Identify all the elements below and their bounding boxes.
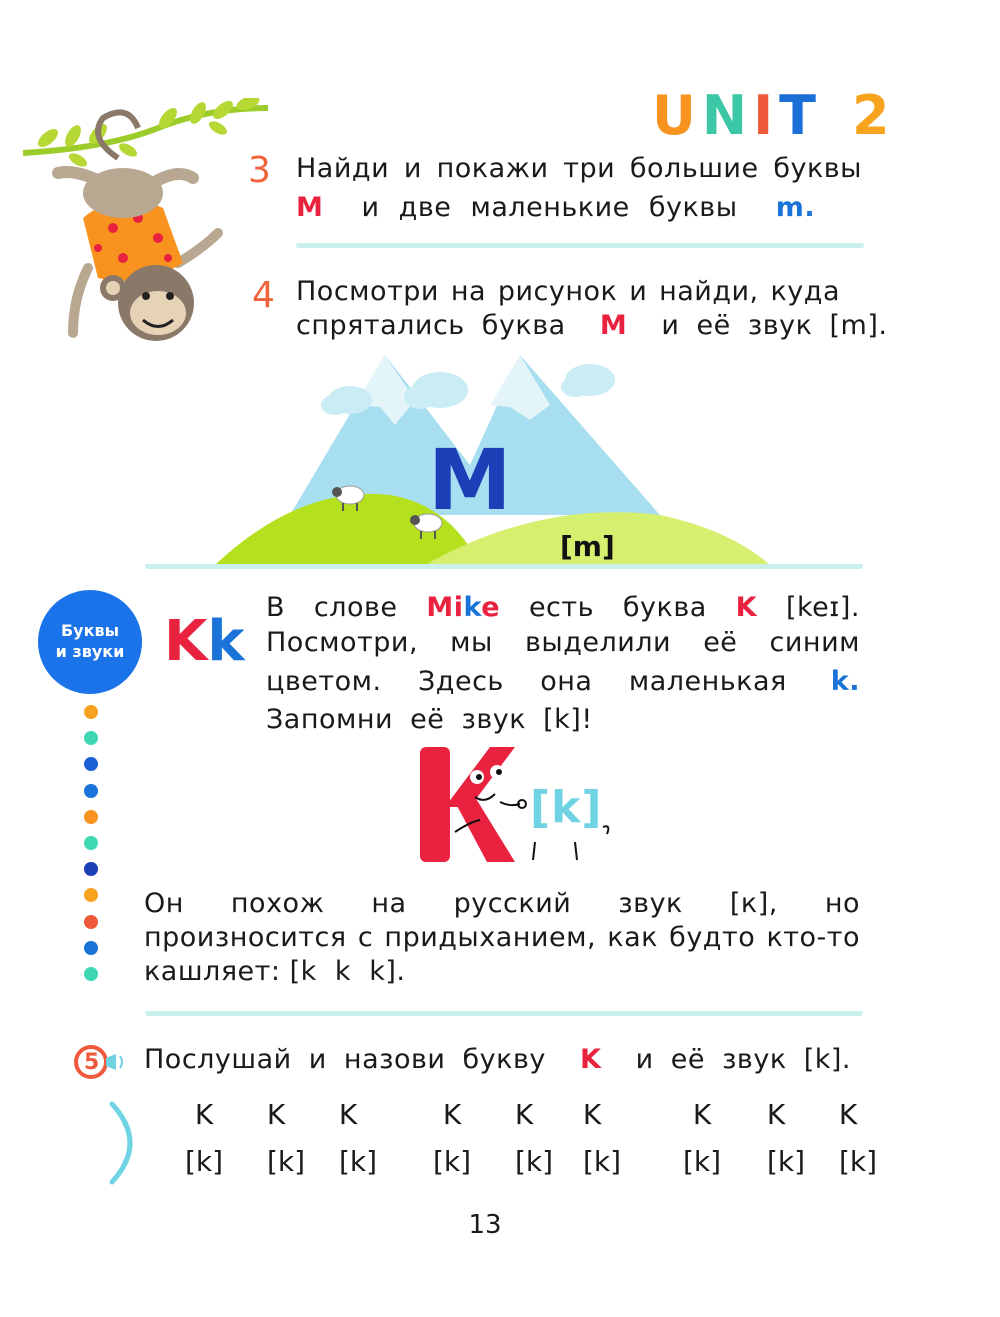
- decorative-dot: [84, 836, 98, 850]
- divider: [296, 243, 864, 248]
- exercise-4-line1: Посмотри на рисунок и найди, куда: [296, 276, 840, 307]
- unit-letter: U: [652, 84, 702, 147]
- exercise-4-line2: [296, 310, 887, 341]
- grid-sound-k: [k]: [582, 1145, 622, 1178]
- badge-line2: и звуки: [55, 642, 125, 661]
- grid-letter-k: K: [266, 1098, 286, 1131]
- grid-sound-k: [k]: [514, 1145, 554, 1178]
- letter-pair-kk: [164, 609, 245, 674]
- decorative-dot: [84, 941, 98, 955]
- decorative-dot: [84, 705, 98, 719]
- unit-title: [652, 84, 896, 147]
- unit-letter: T: [779, 84, 822, 147]
- decorative-dot: [84, 784, 98, 798]
- decorative-dot: [84, 888, 98, 902]
- exercise-3-line2: [296, 192, 815, 223]
- decorative-dot: [84, 862, 98, 876]
- exercise-4-text: и её звук [m].: [661, 310, 888, 341]
- grid-sound-k: [k]: [682, 1145, 722, 1178]
- decorative-dot: [84, 967, 98, 981]
- grid-letter-k: K: [514, 1098, 534, 1131]
- unit-letter: N: [701, 84, 754, 147]
- k-sound-character: [k]: [530, 782, 603, 833]
- grid-letter-k: K: [692, 1098, 712, 1131]
- audio-icon[interactable]: [74, 1044, 132, 1080]
- k-paragraph-line1: В слове Mike есть буква K [keɪ].: [266, 592, 860, 623]
- big-letter-m: M: [296, 192, 324, 223]
- letter-k: K: [580, 1044, 602, 1075]
- k-paragraph-line6: произносится с придыханием, как будто кто-то: [144, 922, 860, 953]
- small-letter-k: k: [207, 609, 245, 674]
- grid-sound-k: [k]: [184, 1145, 224, 1178]
- grid-letter-k: K: [582, 1098, 602, 1131]
- monkey-illustration: [18, 98, 278, 348]
- k-paragraph-line3: цветом. Здесь она маленькая k.: [266, 666, 860, 697]
- divider: [145, 564, 863, 569]
- grid-sound-k: [k]: [338, 1145, 378, 1178]
- k-paragraph-line7: кашляет: [k k k].: [144, 956, 406, 987]
- k-paragraph-line4: Запомни её звук [k]!: [266, 704, 593, 735]
- unit-number: 2: [852, 84, 896, 147]
- grid-letter-k: K: [442, 1098, 462, 1131]
- word-mike: Mike: [426, 592, 501, 623]
- decorative-dot: [84, 731, 98, 745]
- page-number: 13: [468, 1210, 502, 1240]
- section-badge: [38, 590, 142, 694]
- unit-letter: I: [753, 84, 780, 147]
- grid-sound-k: [k]: [766, 1145, 806, 1178]
- grid-sound-k: [k]: [838, 1145, 878, 1178]
- exercise-number: 4: [252, 275, 275, 316]
- exercise-4-text: спрятались буква: [296, 310, 566, 341]
- decorative-dot: [84, 915, 98, 929]
- mountain-letter-m: M: [428, 431, 512, 529]
- divider: [145, 1011, 863, 1016]
- grid-sound-k: [k]: [266, 1145, 306, 1178]
- exercise-5-instruction: Послушай и назови букву K и её звук [k].: [144, 1044, 851, 1075]
- k-paragraph-line5: Он похож на русский звук [к], но: [144, 888, 860, 919]
- k-paragraph-line2: Посмотри, мы выделили её синим: [266, 627, 860, 658]
- grid-letter-k: K: [194, 1098, 214, 1131]
- decorative-dot: [84, 810, 98, 824]
- exercise-number: 3: [248, 150, 271, 191]
- big-letter-m: M: [599, 310, 628, 341]
- grid-sound-k: [k]: [432, 1145, 472, 1178]
- big-letter-k: K: [164, 609, 208, 674]
- exercise-3-line1: Найди и покажи три большие буквы: [296, 153, 862, 184]
- exercise-number: 5: [84, 1050, 100, 1075]
- decorative-dot: [84, 757, 98, 771]
- grid-letter-k: K: [838, 1098, 858, 1131]
- grid-letter-k: K: [766, 1098, 786, 1131]
- badge-line1: Буквы: [60, 621, 120, 640]
- grid-letter-k: K: [338, 1098, 358, 1131]
- sound-wave-icon: [108, 1098, 152, 1188]
- mountain-sound-m: [m]: [560, 530, 615, 563]
- exercise-3-text: и две маленькие буквы: [361, 192, 738, 223]
- small-letter-m: m.: [775, 192, 816, 223]
